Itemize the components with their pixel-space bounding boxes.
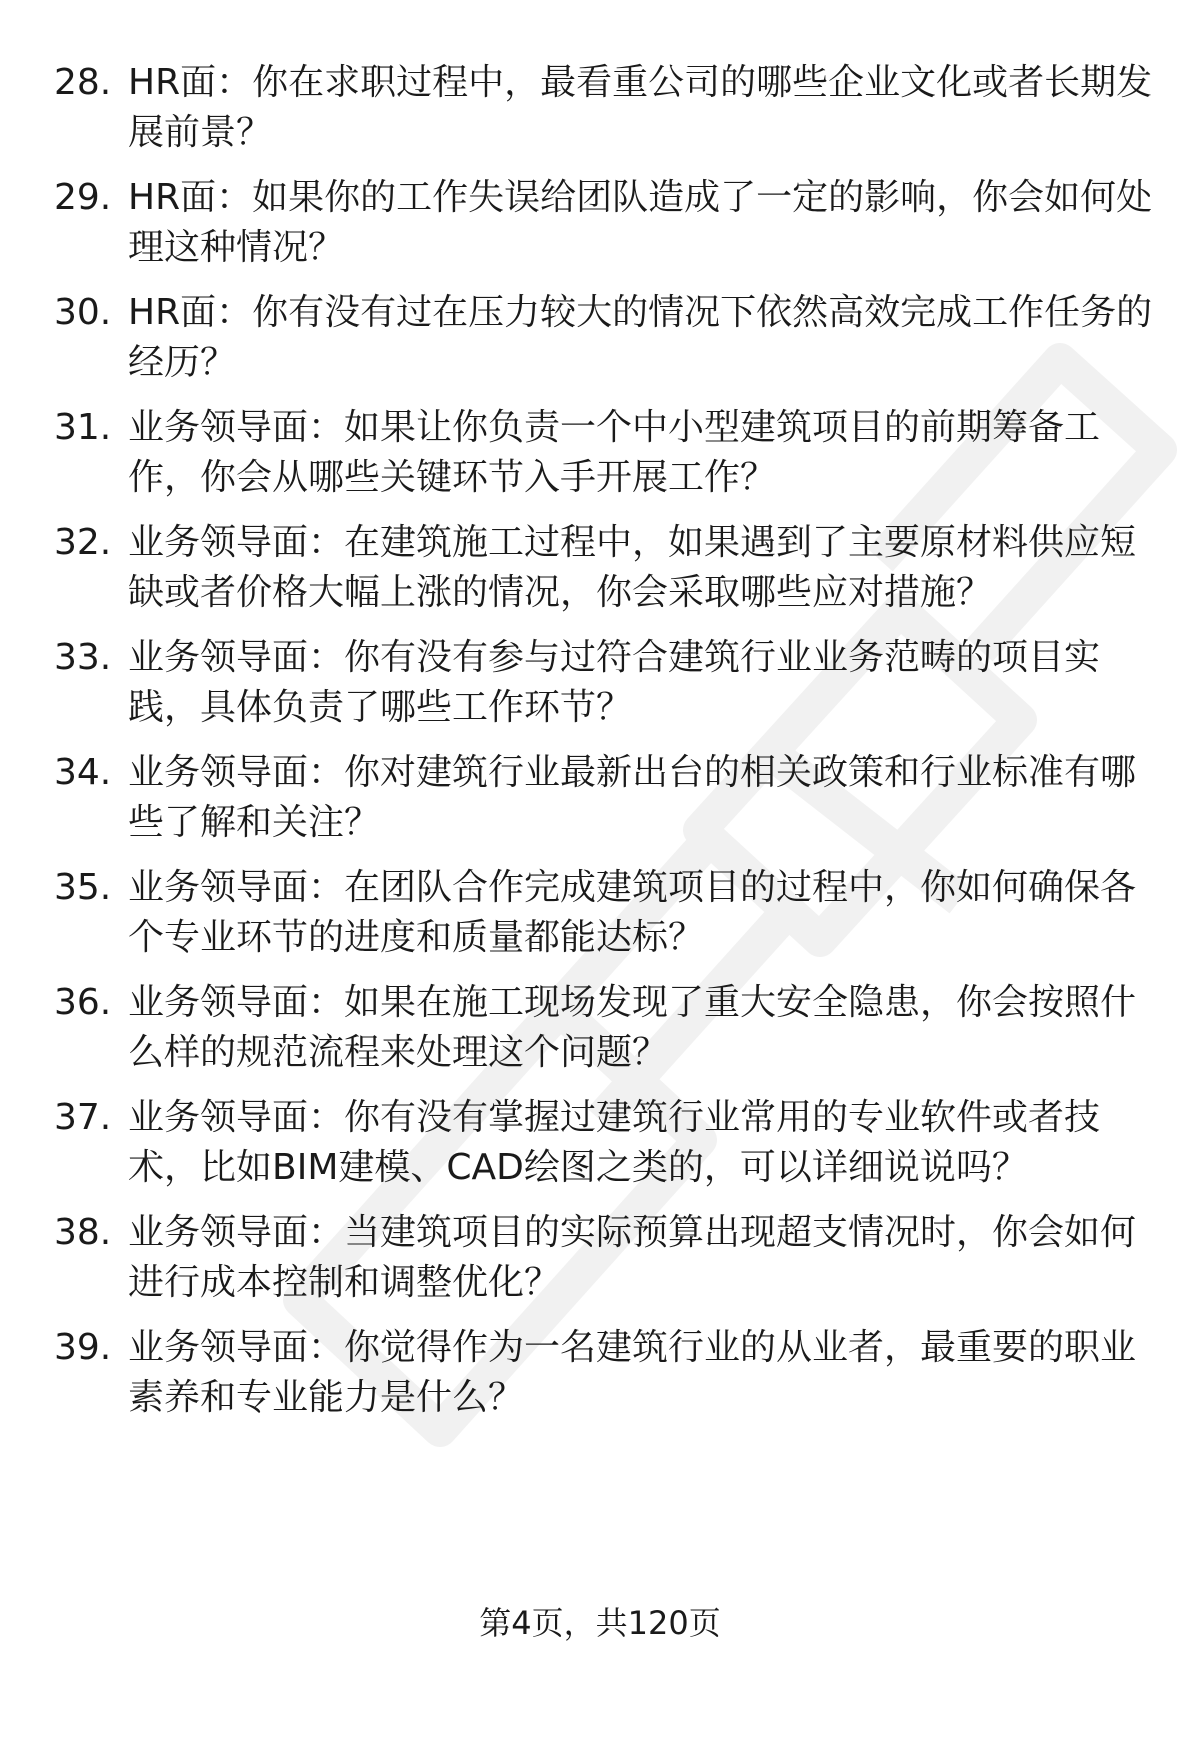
question-text: 业务领导面：如果让你负责一个中小型建筑项目的前期筹备工作，你会从哪些关键环节入手开展工作？	[128, 407, 1101, 498]
question-text: 业务领导面：你有没有参与过符合建筑行业业务范畴的项目实践，具体负责了哪些工作环节？	[128, 637, 1101, 728]
question-text: 业务领导面：你对建筑行业最新出台的相关政策和行业标准有哪些了解和关注？	[128, 752, 1137, 843]
question-number: 29.	[54, 177, 112, 218]
question-text: 业务领导面：你觉得作为一名建筑行业的从业者，最重要的职业素养和专业能力是什么？	[128, 1327, 1137, 1418]
question-number: 39.	[54, 1327, 112, 1368]
question-number: 34.	[54, 752, 112, 793]
question-number: 37.	[54, 1097, 112, 1138]
question-number: 36.	[54, 982, 112, 1023]
question-text: 业务领导面：当建筑项目的实际预算出现超支情况时，你会如何进行成本控制和调整优化？	[128, 1212, 1137, 1303]
page-footer: 第4页，共120页	[479, 1604, 721, 1642]
question-number: 32.	[54, 522, 112, 563]
question-text: 业务领导面：如果在施工现场发现了重大安全隐患，你会按照什么样的规范流程来处理这个问题？	[128, 982, 1137, 1073]
question-text: 业务领导面：在建筑施工过程中，如果遇到了主要原材料供应短缺或者价格大幅上涨的情况，你会采取哪些应对措施？	[128, 522, 1137, 613]
question-number: 28.	[54, 62, 112, 103]
question-number: 31.	[54, 407, 112, 448]
question-text: HR面：你在求职过程中，最看重公司的哪些企业文化或者长期发展前景？	[128, 62, 1153, 153]
question-number: 30.	[54, 292, 112, 333]
question-number: 35.	[54, 867, 112, 908]
question-number: 33.	[54, 637, 112, 678]
question-text: HR面：如果你的工作失误给团队造成了一定的影响，你会如何处理这种情况？	[128, 177, 1153, 268]
question-text: 业务领导面：在团队合作完成建筑项目的过程中，你如何确保各个专业环节的进度和质量都能达标？	[128, 867, 1137, 958]
question-text: 业务领导面：你有没有掌握过建筑行业常用的专业软件或者技术，比如BIM建模、CAD绘图之类的，可以详细说说吗？	[128, 1097, 1101, 1188]
question-number: 38.	[54, 1212, 112, 1253]
question-text: HR面：你有没有过在压力较大的情况下依然高效完成工作任务的经历？	[128, 292, 1153, 383]
